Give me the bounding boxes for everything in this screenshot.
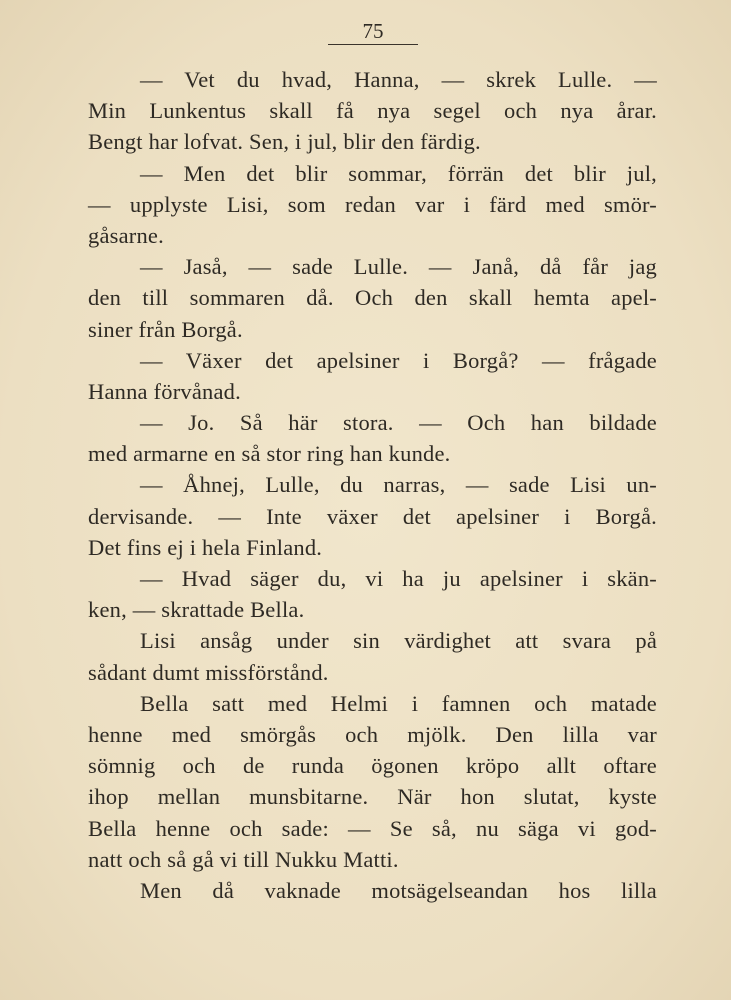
text-line: Bella satt med Helmi i famnen och matade [140, 690, 657, 716]
text-line: — Jaså, — sade Lulle. — Janå, då får jag [140, 254, 657, 280]
text-line: henne med smörgås och mjölk. Den lilla var [88, 721, 657, 747]
text-line: — Hvad säger du, vi ha ju apelsiner i skän- [140, 566, 657, 591]
body-text [88, 64, 657, 906]
text-line: dervisande. — Inte växer det apelsiner i Borgå. [88, 503, 657, 529]
text-line: — Åhnej, Lulle, du narras, — sade Lisi un- [140, 472, 657, 498]
text-line: — upplyste Lisi, som redan var i färd med smör- [88, 191, 657, 217]
text-line: Lisi ansåg under sin värdighet att svara på [140, 628, 657, 654]
text-line: Min Lunkentus skall få nya segel och nya årar. [88, 98, 657, 124]
text-line: Det fins ej i hela Finland. [88, 534, 323, 560]
text-line: sömnig och de runda ögonen kröpo allt oftare [88, 753, 657, 779]
text-line: Hanna förvånad. [88, 378, 241, 404]
text-line: ihop mellan munsbitarne. När hon slutat, kyste [88, 784, 657, 810]
text-line: sådant dumt missförstånd. [88, 659, 329, 685]
text-line: ken, — skrattade Bella. [88, 597, 305, 623]
text-line: Bengt har lofvat. Sen, i jul, blir den färdig. [88, 129, 481, 155]
text-line: — Jo. Så här stora. — Och han bildade [140, 410, 657, 436]
text-line: gåsarne. [88, 222, 164, 248]
text-line: den till sommaren då. Och den skall hemta apel- [88, 285, 657, 311]
text-line: Men då vaknade motsägelseandan hos lilla [140, 877, 657, 903]
page-number: 75 [328, 18, 418, 45]
text-line: siner från Borgå. [88, 316, 243, 342]
text-line: natt och så gå vi till Nukku Matti. [88, 846, 399, 872]
text-line: — Vet du hvad, Hanna, — skrek Lulle. — [140, 67, 657, 92]
text-line: — Växer det apelsiner i Borgå? — frågade [140, 347, 657, 373]
text-line: Bella henne och sade: — Se så, nu säga vi god- [88, 815, 657, 841]
text-line: med armarne en så stor ring han kunde. [88, 441, 451, 467]
text-line: — Men det blir sommar, förrän det blir jul, [140, 160, 657, 186]
